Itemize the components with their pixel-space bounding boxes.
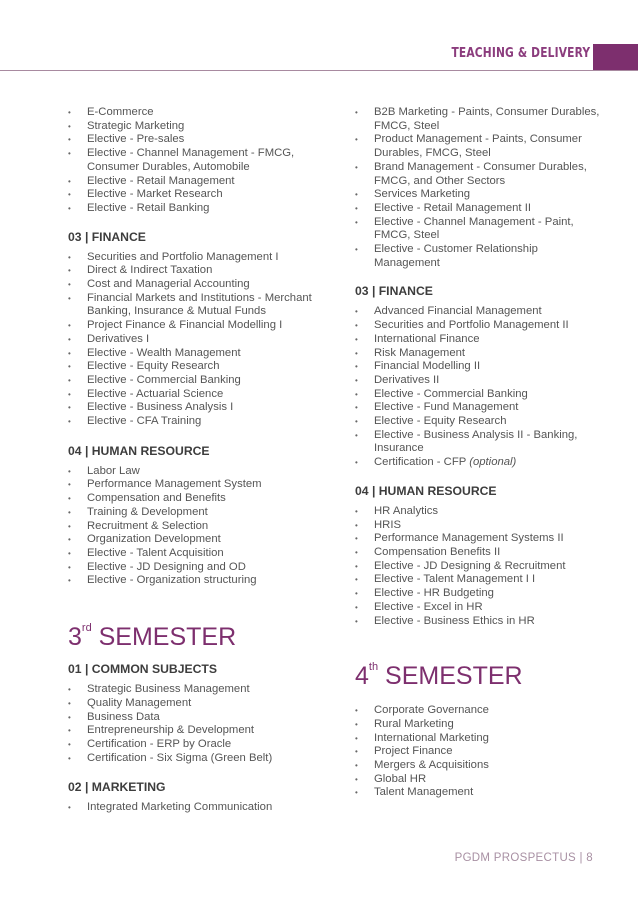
semester-4-heading xyxy=(355,652,605,691)
list-item: • Direct & Indirect Taxation xyxy=(68,264,330,278)
list-item: • Elective - Equity Research xyxy=(68,360,330,374)
list-item: • International Marketing xyxy=(355,732,605,746)
list-item: • Financial Markets and Institutions - Merchant Banking, Insurance & Mutual Funds xyxy=(68,292,330,319)
list-item: • Project Finance xyxy=(355,745,605,759)
left-intro-list xyxy=(68,106,330,216)
semester-4-suffix: th xyxy=(368,661,379,674)
semester-4-word: SEMESTER xyxy=(378,662,523,691)
list-item: • Talent Management xyxy=(355,786,605,800)
list-item: • Global HR xyxy=(355,773,605,787)
list-item: • Elective - Retail Management xyxy=(68,175,330,189)
left-hr-list xyxy=(68,465,330,588)
list-item: • Corporate Governance xyxy=(355,704,605,718)
list-item: • Financial Modelling II xyxy=(355,360,605,374)
list-item: • Elective - Excel in HR xyxy=(355,601,605,615)
list-item: • Elective - CFA Training xyxy=(68,415,330,429)
list-item: • Elective - Fund Management xyxy=(355,401,605,415)
left-hr-heading: 04 | HUMAN RESOURCE xyxy=(68,443,210,458)
left-finance-list xyxy=(68,251,330,429)
list-item: • Elective - Actuarial Science xyxy=(68,388,330,402)
left-common-heading: 01 | COMMON SUBJECTS xyxy=(68,662,218,677)
list-item: • Elective - Talent Acquisition xyxy=(68,547,330,561)
list-item: • Project Finance & Financial Modelling I xyxy=(68,319,330,333)
list-item: • Certification - ERP by Oracle xyxy=(68,738,330,752)
list-item: • Elective - Pre-sales xyxy=(68,133,330,147)
semester-3-number: 3 xyxy=(68,623,82,652)
list-item: • Elective - Commercial Banking xyxy=(68,374,330,388)
list-item: • Quality Management xyxy=(68,697,330,711)
list-item-certification-cfp xyxy=(355,456,605,470)
list-item: • Securities and Portfolio Management II xyxy=(355,319,605,333)
list-item: • Elective - Market Research xyxy=(68,188,330,202)
list-item: • Strategic Marketing xyxy=(68,120,330,134)
header-divider xyxy=(0,70,638,71)
right-hr-list xyxy=(355,505,605,628)
left-marketing-list xyxy=(68,801,330,815)
list-item: • Elective - Talent Management I I xyxy=(355,573,605,587)
list-item: • Rural Marketing xyxy=(355,718,605,732)
list-item: • Elective - Retail Management II xyxy=(355,202,605,216)
list-item: • Elective - Wealth Management xyxy=(68,347,330,361)
list-item: • Elective - Business Analysis I xyxy=(68,401,330,415)
right-finance-cfp-list xyxy=(355,456,605,470)
list-item: • Organization Development xyxy=(68,533,330,547)
list-item: • Compensation and Benefits xyxy=(68,492,330,506)
list-item: • Labor Law xyxy=(68,465,330,479)
list-item: • International Finance xyxy=(355,333,605,347)
list-item: • Elective - Customer Relationship Management xyxy=(355,243,605,270)
semester-4-list xyxy=(355,704,605,800)
page-footer: PGDM PROSPECTUS | 8 xyxy=(454,852,593,864)
list-item: • Training & Development xyxy=(68,506,330,520)
list-item: • Business Data xyxy=(68,711,330,725)
right-finance-heading: 03 | FINANCE xyxy=(355,284,433,299)
semester-3-heading xyxy=(68,613,330,652)
list-item: • Elective - Equity Research xyxy=(355,415,605,429)
header-accent-bar xyxy=(593,44,638,70)
list-item: • Strategic Business Management xyxy=(68,683,330,697)
list-item: • Entrepreneurship & Development xyxy=(68,724,330,738)
right-intro-list xyxy=(355,106,605,270)
list-item: • B2B Marketing - Paints, Consumer Durables, FMCG, Steel xyxy=(355,106,605,133)
list-item: • Services Marketing xyxy=(355,188,605,202)
right-hr-heading: 04 | HUMAN RESOURCE xyxy=(355,483,497,498)
list-item: • Cost and Managerial Accounting xyxy=(68,278,330,292)
page-section-title: TEACHING & DELIVERY xyxy=(451,46,590,61)
list-item: • Elective - Channel Management - FMCG, Consumer Durables, Automobile xyxy=(68,147,330,174)
left-column xyxy=(68,106,330,815)
list-item: • Certification - Six Sigma (Green Belt) xyxy=(68,752,330,766)
list-item: • Brand Management - Consumer Durables, FMCG, and Other Sectors xyxy=(355,161,605,188)
cfp-label: Certification - CFP xyxy=(374,456,470,469)
list-item: • Compensation Benefits II xyxy=(355,546,605,560)
right-finance-list xyxy=(355,305,605,456)
list-item: • Elective - JD Designing and OD xyxy=(68,561,330,575)
cfp-optional-note: (optional) xyxy=(469,456,517,469)
list-item: • Integrated Marketing Communication xyxy=(68,801,330,815)
right-column xyxy=(355,106,605,800)
list-item: • Mergers & Acquisitions xyxy=(355,759,605,773)
list-item: • Elective - JD Designing & Recruitment xyxy=(355,560,605,574)
left-common-list xyxy=(68,683,330,765)
list-item: • Elective - Channel Management - Paint, FMCG, Steel xyxy=(355,216,605,243)
semester-3-suffix: rd xyxy=(81,622,92,635)
left-marketing-heading: 02 | MARKETING xyxy=(68,780,166,795)
list-item: • Elective - Organization structuring xyxy=(68,574,330,588)
semester-3-word: SEMESTER xyxy=(91,623,237,652)
list-item: • Advanced Financial Management xyxy=(355,305,605,319)
list-item: • HRIS xyxy=(355,519,605,533)
list-item: • Performance Management Systems II xyxy=(355,532,605,546)
list-item: • Elective - HR Budgeting xyxy=(355,587,605,601)
list-item: • Elective - Business Ethics in HR xyxy=(355,615,605,629)
list-item: • Elective - Business Analysis II - Banking, Insurance xyxy=(355,429,605,456)
list-item: • Recruitment & Selection xyxy=(68,520,330,534)
list-item: • HR Analytics xyxy=(355,505,605,519)
left-finance-heading: 03 | FINANCE xyxy=(68,229,146,244)
list-item: • Derivatives I xyxy=(68,333,330,347)
list-item: • Securities and Portfolio Management I xyxy=(68,251,330,265)
list-item: • Performance Management System xyxy=(68,478,330,492)
list-item: • Elective - Commercial Banking xyxy=(355,388,605,402)
list-item: • E-Commerce xyxy=(68,106,330,120)
list-item: • Product Management - Paints, Consumer Durables, FMCG, Steel xyxy=(355,133,605,160)
list-item: • Derivatives II xyxy=(355,374,605,388)
list-item: • Elective - Retail Banking xyxy=(68,202,330,216)
semester-4-number: 4 xyxy=(355,662,369,691)
list-item: • Risk Management xyxy=(355,347,605,361)
